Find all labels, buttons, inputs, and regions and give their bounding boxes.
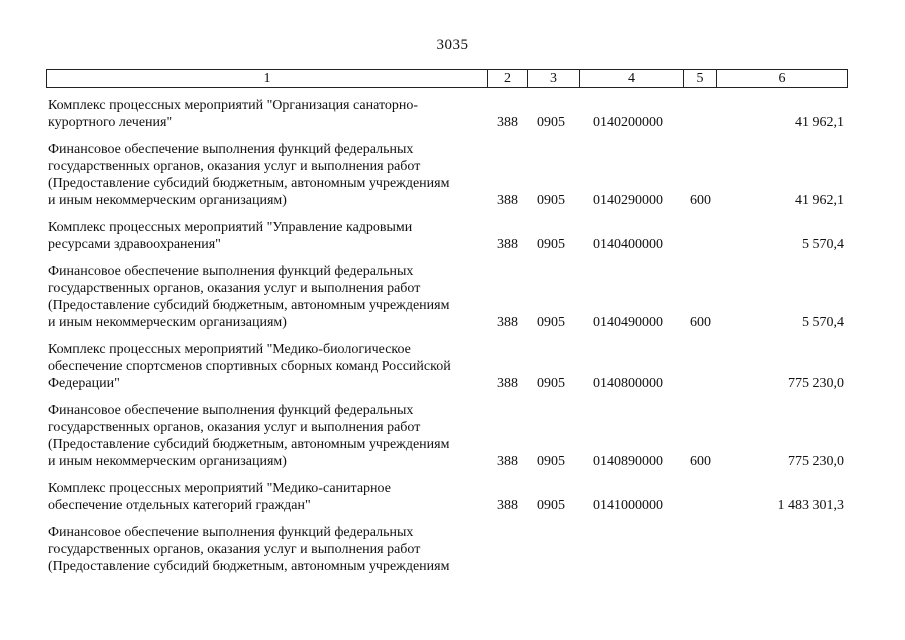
description-line: Финансовое обеспечение выполнения функций федеральных [48, 142, 414, 157]
cell-col3: 0905 [537, 454, 565, 469]
cell-col6: 5 570,4 [802, 237, 844, 252]
description-line: (Предоставление субсидий бюджетным, автономным учреждениям [48, 176, 450, 191]
row-description [48, 141, 485, 209]
description-line: и иным некоммерческим организациям) [48, 193, 287, 208]
cell-col3: 0905 [537, 376, 565, 391]
column-header-6: 6 [717, 70, 848, 88]
cell-col2: 388 [497, 454, 518, 469]
cell-col6: 5 570,4 [802, 315, 844, 330]
row-description [48, 341, 485, 392]
cell-col4: 0140200000 [593, 115, 663, 130]
description-line: Федерации" [48, 376, 120, 391]
column-header-5: 5 [684, 70, 717, 88]
row-description [48, 97, 485, 131]
description-line: государственных органов, оказания услуг и выполнения работ [48, 281, 421, 296]
cell-col3: 0905 [537, 498, 565, 513]
cell-col6: 775 230,0 [788, 454, 844, 469]
cell-col5: 600 [690, 454, 711, 469]
description-line: (Предоставление субсидий бюджетным, автономным учреждениям [48, 559, 450, 574]
cell-col2: 388 [497, 315, 518, 330]
cell-col6: 41 962,1 [795, 115, 844, 130]
description-line: Финансовое обеспечение выполнения функций федеральных [48, 264, 414, 279]
cell-col5: 600 [690, 193, 711, 208]
column-header-1: 1 [47, 70, 488, 88]
description-line: и иным некоммерческим организациям) [48, 315, 287, 330]
cell-col6: 1 483 301,3 [777, 498, 844, 513]
row-description [48, 263, 485, 331]
cell-col3: 0905 [537, 315, 565, 330]
description-line: Финансовое обеспечение выполнения функций федеральных [48, 525, 414, 540]
cell-col4: 0141000000 [593, 498, 663, 513]
description-line: и иным некоммерческим организациям) [48, 454, 287, 469]
cell-col4: 0140290000 [593, 193, 663, 208]
column-header-3: 3 [528, 70, 580, 88]
description-line: Финансовое обеспечение выполнения функций федеральных [48, 403, 414, 418]
cell-col3: 0905 [537, 237, 565, 252]
row-description [48, 219, 485, 253]
cell-col4: 0140890000 [593, 454, 663, 469]
row-description [48, 402, 485, 470]
description-line: (Предоставление субсидий бюджетным, автономным учреждениям [48, 437, 450, 452]
row-description [48, 480, 485, 514]
row-description [48, 524, 485, 575]
description-line: Комплекс процессных мероприятий "Организация санаторно- [48, 98, 419, 113]
description-line: государственных органов, оказания услуг и выполнения работ [48, 159, 421, 174]
cell-col6: 41 962,1 [795, 193, 844, 208]
cell-col2: 388 [497, 193, 518, 208]
description-line: Комплекс процессных мероприятий "Медико-биологическое [48, 342, 411, 357]
description-line: государственных органов, оказания услуг и выполнения работ [48, 542, 421, 557]
cell-col3: 0905 [537, 193, 565, 208]
cell-col6: 775 230,0 [788, 376, 844, 391]
column-header-4: 4 [580, 70, 684, 88]
description-line: курортного лечения" [48, 115, 173, 130]
column-header-row [47, 70, 848, 88]
description-line: Комплекс процессных мероприятий "Управление кадровыми [48, 220, 413, 235]
cell-col2: 388 [497, 376, 518, 391]
cell-col5: 600 [690, 315, 711, 330]
description-line: обеспечение отдельных категорий граждан" [48, 498, 311, 513]
column-header-table [46, 69, 848, 88]
cell-col3: 0905 [537, 115, 565, 130]
description-line: ресурсами здравоохранения" [48, 237, 221, 252]
description-line: государственных органов, оказания услуг и выполнения работ [48, 420, 421, 435]
description-line: обеспечение спортсменов спортивных сборных команд Российской [48, 359, 451, 374]
cell-col2: 388 [497, 115, 518, 130]
description-line: (Предоставление субсидий бюджетным, автономным учреждениям [48, 298, 450, 313]
cell-col2: 388 [497, 237, 518, 252]
cell-col4: 0140400000 [593, 237, 663, 252]
page-number: 3035 [436, 37, 469, 53]
cell-col4: 0140800000 [593, 376, 663, 391]
description-line: Комплекс процессных мероприятий "Медико-санитарное [48, 481, 391, 496]
cell-col2: 388 [497, 498, 518, 513]
cell-col4: 0140490000 [593, 315, 663, 330]
column-header-2: 2 [488, 70, 528, 88]
